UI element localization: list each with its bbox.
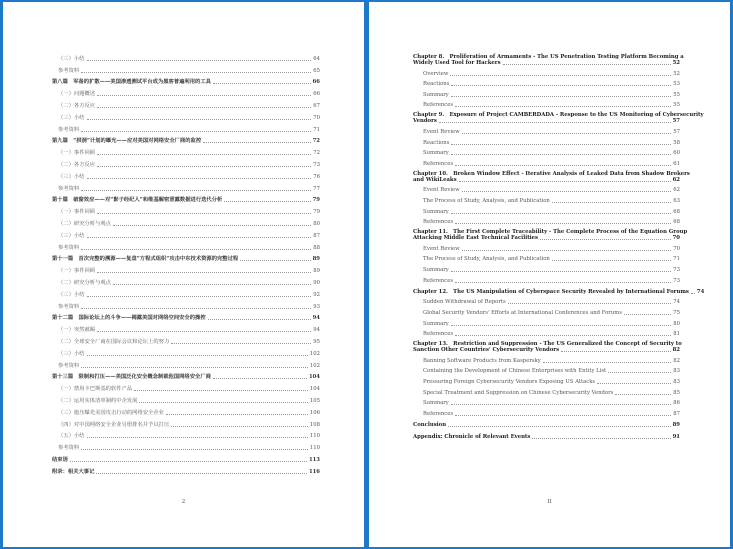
toc-entry-label: （一）突然被踢 bbox=[58, 327, 96, 334]
dot-leader bbox=[70, 461, 307, 462]
page-folio-left: 2 bbox=[181, 499, 186, 505]
dot-leader bbox=[166, 414, 308, 415]
toc-entry-page: 58 bbox=[673, 139, 680, 146]
toc-entry-page: 92 bbox=[313, 291, 320, 298]
dot-leader bbox=[624, 314, 671, 315]
toc-entry[interactable] bbox=[3, 428, 364, 440]
toc-entry-page: 87 bbox=[313, 232, 320, 239]
dot-leader bbox=[81, 367, 308, 368]
dot-leader bbox=[171, 426, 308, 427]
toc-entry-label: Summary bbox=[423, 150, 449, 157]
toc-entry-page: 68 bbox=[673, 219, 680, 226]
dot-leader bbox=[455, 223, 671, 224]
toc-entry[interactable] bbox=[3, 85, 364, 97]
toc-entry[interactable] bbox=[369, 252, 730, 263]
page-left bbox=[3, 2, 364, 547]
toc-entry-label: Chapter 13. Restriction and Suppression - The US Generalized the Concept of Security to bbox=[413, 341, 682, 348]
dot-leader bbox=[97, 272, 311, 273]
dot-leader bbox=[439, 122, 671, 123]
toc-entry[interactable] bbox=[3, 203, 364, 215]
toc-entry-page: 104 bbox=[309, 386, 320, 393]
dot-leader bbox=[451, 213, 671, 214]
toc-entry-label: 参考资料 bbox=[58, 445, 80, 452]
dot-leader bbox=[97, 107, 311, 108]
toc-entry[interactable] bbox=[369, 183, 730, 194]
toc-entry-page: 68 bbox=[673, 208, 680, 215]
dot-leader bbox=[203, 142, 311, 143]
toc-left bbox=[3, 50, 364, 475]
dot-leader bbox=[552, 260, 671, 261]
dot-leader bbox=[508, 303, 672, 304]
toc-entry-page: 76 bbox=[313, 173, 320, 180]
toc-entry[interactable] bbox=[3, 380, 364, 392]
dot-leader bbox=[448, 426, 671, 427]
toc-entry-label: （一）事件回顾 bbox=[58, 150, 96, 157]
toc-entry-label: Summary bbox=[423, 91, 449, 98]
toc-entry[interactable] bbox=[369, 262, 730, 273]
toc-entry-label: 第十一篇 首次完整的溯源——复盘“方程式组织”攻击中东技术资源的完整过程 bbox=[52, 256, 239, 263]
toc-entry-label: References bbox=[423, 277, 454, 284]
toc-entry[interactable] bbox=[369, 273, 730, 284]
toc-entry[interactable] bbox=[369, 305, 730, 316]
toc-entry-label: （一）事件回顾 bbox=[58, 268, 96, 275]
toc-entry[interactable] bbox=[369, 284, 730, 295]
toc-entry-page: 70 bbox=[672, 235, 680, 242]
toc-entry-page: 70 bbox=[313, 114, 320, 121]
toc-entry[interactable] bbox=[3, 156, 364, 168]
toc-entry-label: 第十篇 破窗效应——对“影子经纪人”和维基解密泄露数据进行迭代分析 bbox=[52, 197, 223, 204]
dot-leader bbox=[81, 72, 311, 73]
toc-entry[interactable] bbox=[3, 144, 364, 156]
dot-leader bbox=[139, 402, 307, 403]
toc-entry-page: 113 bbox=[308, 456, 320, 463]
toc-entry[interactable] bbox=[3, 239, 364, 251]
toc-entry[interactable] bbox=[369, 98, 730, 109]
toc-entry[interactable] bbox=[369, 87, 730, 98]
dot-leader bbox=[455, 282, 671, 283]
toc-entry-label: Chapter 12. The US Manipulation of Cyberspace Security Revealed by International Forums bbox=[413, 288, 689, 295]
toc-entry[interactable] bbox=[3, 251, 364, 263]
dot-leader bbox=[213, 378, 307, 379]
toc-entry-label: 第十二篇 国际论坛上的斗争——揭露美国对网络空间安全的操控 bbox=[52, 315, 206, 322]
toc-entry[interactable] bbox=[3, 97, 364, 109]
dot-leader bbox=[608, 372, 671, 373]
toc-entry-label: （二）各方反应 bbox=[58, 102, 96, 109]
toc-entry[interactable] bbox=[369, 167, 730, 183]
toc-entry-page: 52 bbox=[673, 70, 680, 77]
toc-entry-label: 第九篇 “拱洞”计划的曝光——应对美国对网络安全厂商的监控 bbox=[52, 138, 202, 145]
toc-entry[interactable] bbox=[3, 50, 364, 62]
toc-entry[interactable] bbox=[369, 241, 730, 252]
dot-leader bbox=[240, 260, 310, 261]
dot-leader bbox=[81, 131, 311, 132]
toc-entry-label: Special Treatment and Suppression on Chinese Cybersecurity Vendors bbox=[423, 389, 614, 396]
toc-entry[interactable] bbox=[369, 156, 730, 167]
toc-entry-page: 55 bbox=[673, 102, 680, 109]
page-right bbox=[369, 2, 730, 547]
toc-entry-label-cont: Sanction Other Countries' Cybersecurity Vendors bbox=[413, 347, 560, 354]
dot-leader bbox=[691, 293, 695, 294]
toc-entry-label-cont: Vendors bbox=[413, 118, 437, 125]
toc-entry-page: 110 bbox=[309, 445, 320, 452]
toc-entry-page: 102 bbox=[309, 350, 320, 357]
toc-entry[interactable] bbox=[369, 396, 730, 407]
toc-entry[interactable] bbox=[3, 463, 364, 475]
dot-leader bbox=[87, 237, 312, 238]
dot-leader bbox=[561, 351, 671, 352]
toc-entry-page: 74 bbox=[696, 288, 705, 295]
toc-entry-label: （一）事件回顾 bbox=[58, 209, 96, 216]
toc-entry-label: Event Review bbox=[423, 245, 460, 252]
toc-entry-label: Containing the Development of Chinese Enterprises with Entity List bbox=[423, 368, 607, 375]
toc-entry-label: References bbox=[423, 102, 454, 109]
toc-entry-page: 82 bbox=[673, 357, 680, 364]
toc-entry-page: 110 bbox=[309, 433, 320, 440]
toc-entry-page: 83 bbox=[673, 368, 680, 375]
toc-entry-page: 83 bbox=[673, 379, 680, 386]
dot-leader bbox=[96, 473, 307, 474]
dot-leader bbox=[213, 83, 311, 84]
toc-entry[interactable] bbox=[369, 385, 730, 396]
toc-entry-page: 52 bbox=[672, 60, 680, 66]
dot-leader bbox=[81, 449, 308, 450]
dot-leader bbox=[451, 85, 671, 86]
toc-entry-page: 94 bbox=[312, 315, 320, 322]
dot-leader bbox=[81, 308, 311, 309]
toc-entry-label: Summary bbox=[423, 400, 449, 407]
toc-entry-label: Pressuring Foreign Cybersecurity Vendors Exposing US Attacks bbox=[423, 379, 596, 386]
toc-entry[interactable] bbox=[3, 109, 364, 121]
toc-entry[interactable] bbox=[369, 327, 730, 338]
toc-entry[interactable] bbox=[3, 215, 364, 227]
toc-entry-page: 74 bbox=[673, 299, 680, 306]
toc-entry-label: Event Review bbox=[423, 187, 460, 194]
toc-entry-page: 67 bbox=[313, 102, 320, 109]
toc-entry-label: （三）小结 bbox=[58, 55, 85, 62]
toc-entry-label: Overview bbox=[423, 70, 449, 77]
dot-leader bbox=[208, 319, 311, 320]
toc-entry[interactable] bbox=[3, 392, 364, 404]
toc-entry[interactable] bbox=[369, 417, 730, 428]
dot-leader bbox=[134, 390, 308, 391]
toc-entry[interactable] bbox=[3, 192, 364, 204]
toc-entry[interactable] bbox=[369, 66, 730, 77]
toc-entry[interactable] bbox=[369, 225, 730, 241]
toc-entry-label: 第八篇 军备的扩散——美国渗透测试平台成为黑客普遍利用的工具 bbox=[52, 79, 211, 86]
toc-entry-page: 77 bbox=[313, 185, 320, 192]
toc-entry[interactable] bbox=[369, 353, 730, 364]
toc-entry-page: 80 bbox=[673, 320, 680, 327]
toc-entry-label: The Process of Study, Analysis, and Publication bbox=[423, 197, 550, 204]
toc-entry[interactable] bbox=[3, 121, 364, 133]
toc-entry-page: 53 bbox=[673, 81, 680, 88]
toc-entry[interactable] bbox=[3, 404, 364, 416]
toc-entry-label-cont: and WikiLeaks bbox=[413, 176, 457, 183]
toc-entry-label: （二）各方反应 bbox=[58, 161, 96, 168]
dot-leader bbox=[97, 166, 311, 167]
toc-entry[interactable] bbox=[369, 50, 730, 66]
toc-entry-label: （三）小结 bbox=[58, 291, 85, 298]
toc-entry-page: 72 bbox=[313, 150, 320, 157]
toc-entry-label: （三）施压曝光美国攻击行动的网络安全企业 bbox=[58, 409, 164, 416]
toc-entry-page: 73 bbox=[673, 277, 680, 284]
dot-leader bbox=[503, 64, 671, 65]
toc-entry-label: Chapter 11. The First Complete Traceability - The Complete Process of the Equation Group bbox=[413, 229, 688, 236]
toc-entry[interactable] bbox=[3, 274, 364, 286]
toc-entry[interactable] bbox=[3, 345, 364, 357]
toc-entry-page: 73 bbox=[673, 266, 680, 273]
toc-entry-label: 参考资料 bbox=[58, 362, 80, 369]
toc-entry-label: Chapter 9. Exposure of Project CAMBERDADA - Response to the US Monitoring of Cybersecurity bbox=[413, 112, 704, 119]
dot-leader bbox=[597, 383, 671, 384]
toc-entry-page: 72 bbox=[312, 138, 320, 145]
toc-entry-page: 79 bbox=[312, 197, 320, 204]
toc-entry-page: 64 bbox=[313, 55, 320, 62]
toc-entry[interactable] bbox=[369, 406, 730, 417]
toc-entry-label: 结束语 bbox=[52, 456, 68, 463]
toc-entry[interactable] bbox=[3, 168, 364, 180]
toc-entry-page: 70 bbox=[673, 245, 680, 252]
toc-entry[interactable] bbox=[3, 227, 364, 239]
toc-entry-label: 第十三篇 限制和打压——美国泛化安全概念制裁他国网络安全厂商 bbox=[52, 374, 211, 381]
toc-entry-page: 93 bbox=[313, 303, 320, 310]
toc-entry-page: 65 bbox=[313, 67, 320, 74]
toc-entry-page: 91 bbox=[672, 433, 680, 440]
toc-entry-label: The Process of Study, Analysis, and Publication bbox=[423, 256, 550, 263]
toc-entry-page: 75 bbox=[673, 310, 680, 317]
toc-entry-page: 106 bbox=[309, 409, 320, 416]
toc-entry-label: Conclusion bbox=[413, 422, 447, 429]
toc-entry-page: 57 bbox=[673, 128, 680, 135]
toc-entry-page: 94 bbox=[313, 327, 320, 334]
toc-entry-label: Summary bbox=[423, 320, 449, 327]
toc-entry-page: 66 bbox=[313, 91, 320, 98]
toc-entry-label: 参考资料 bbox=[58, 303, 80, 310]
toc-entry[interactable] bbox=[369, 295, 730, 306]
toc-entry[interactable] bbox=[369, 204, 730, 215]
toc-entry[interactable] bbox=[3, 286, 364, 298]
toc-entry-label: Reactions bbox=[423, 81, 450, 88]
dot-leader bbox=[87, 60, 312, 61]
toc-entry-label: 附录：相关大事记 bbox=[52, 468, 95, 475]
toc-entry-label: Reactions bbox=[423, 139, 450, 146]
toc-entry[interactable] bbox=[3, 357, 364, 369]
dot-leader bbox=[87, 355, 308, 356]
toc-entry-label: Banning Software Products from Kaspersky bbox=[423, 357, 541, 364]
toc-entry[interactable] bbox=[3, 310, 364, 322]
dot-leader bbox=[462, 250, 672, 251]
toc-entry-label: 参考资料 bbox=[58, 67, 80, 74]
toc-entry-label: （一）问题概述 bbox=[58, 91, 96, 98]
toc-entry[interactable] bbox=[369, 77, 730, 88]
dot-leader bbox=[455, 165, 671, 166]
toc-entry-page: 104 bbox=[308, 374, 320, 381]
toc-entry-page: 66 bbox=[312, 79, 320, 86]
toc-entry-page: 90 bbox=[313, 279, 320, 286]
toc-entry-label: （五）小结 bbox=[58, 433, 85, 440]
toc-entry-page: 62 bbox=[673, 187, 680, 194]
toc-entry-label: Global Security Vendors' Efforts at International Conferences and Forums bbox=[423, 310, 622, 317]
dot-leader bbox=[451, 404, 671, 405]
toc-entry[interactable] bbox=[369, 146, 730, 157]
page-folio-right: II bbox=[547, 499, 552, 505]
dot-leader bbox=[97, 213, 311, 214]
toc-entry-label: （一）禁用卡巴斯基的软件产品 bbox=[58, 386, 133, 393]
dot-leader bbox=[450, 75, 671, 76]
toc-entry-page: 116 bbox=[308, 468, 320, 475]
toc-entry-label: References bbox=[423, 410, 454, 417]
dot-leader bbox=[451, 154, 671, 155]
toc-entry[interactable] bbox=[3, 416, 364, 428]
toc-entry-label: References bbox=[423, 219, 454, 226]
dot-leader bbox=[615, 394, 671, 395]
toc-entry-label: Summary bbox=[423, 208, 449, 215]
toc-entry[interactable] bbox=[3, 298, 364, 310]
toc-right bbox=[369, 50, 730, 440]
toc-entry-page: 108 bbox=[309, 421, 320, 428]
toc-entry-page: 89 bbox=[672, 422, 680, 429]
toc-entry[interactable] bbox=[3, 133, 364, 145]
dot-leader bbox=[451, 271, 671, 272]
dot-leader bbox=[97, 331, 311, 332]
toc-entry[interactable] bbox=[3, 321, 364, 333]
dot-leader bbox=[455, 335, 671, 336]
toc-entry[interactable] bbox=[3, 262, 364, 274]
toc-entry[interactable] bbox=[3, 180, 364, 192]
dot-leader bbox=[87, 296, 312, 297]
toc-entry-page: 89 bbox=[313, 268, 320, 275]
toc-entry-label: （二）研究分析与观点 bbox=[58, 220, 111, 227]
dot-leader bbox=[552, 202, 671, 203]
dot-leader bbox=[171, 343, 311, 344]
toc-entry-page: 105 bbox=[309, 397, 320, 404]
dot-leader bbox=[87, 437, 308, 438]
dot-leader bbox=[87, 178, 312, 179]
toc-entry[interactable] bbox=[369, 193, 730, 204]
toc-entry-page: 63 bbox=[673, 197, 680, 204]
toc-entry[interactable] bbox=[369, 135, 730, 146]
toc-entry[interactable] bbox=[3, 74, 364, 86]
toc-entry[interactable] bbox=[3, 451, 364, 463]
toc-entry[interactable] bbox=[369, 124, 730, 135]
toc-entry-label: （二）运用实体清单制约中企发展 bbox=[58, 397, 138, 404]
toc-entry-page: 71 bbox=[673, 256, 680, 263]
toc-entry-page: 57 bbox=[672, 118, 680, 125]
toc-entry[interactable] bbox=[369, 316, 730, 327]
dot-leader bbox=[451, 96, 671, 97]
toc-entry-page: 61 bbox=[673, 160, 680, 167]
toc-entry-label: References bbox=[423, 160, 454, 167]
toc-entry-page: 55 bbox=[673, 91, 680, 98]
toc-entry-page: 71 bbox=[313, 126, 320, 133]
toc-entry-label: Appendix: Chronicle of Relevant Events bbox=[413, 433, 531, 440]
dot-leader bbox=[540, 239, 671, 240]
dot-leader bbox=[451, 144, 671, 145]
toc-entry-label: （三）小结 bbox=[58, 232, 85, 239]
dot-leader bbox=[451, 325, 671, 326]
dot-leader bbox=[81, 190, 311, 191]
toc-entry-label-cont: Widely Used Tool for Hackers bbox=[413, 60, 501, 66]
toc-entry-page: 102 bbox=[309, 362, 320, 369]
toc-entry-label: （三）小结 bbox=[58, 350, 85, 357]
toc-entry-label: （三）小结 bbox=[58, 173, 85, 180]
toc-entry-page: 82 bbox=[672, 347, 680, 354]
toc-entry-label: References bbox=[423, 331, 454, 338]
toc-entry-label: （二）研究分析与观点 bbox=[58, 279, 111, 286]
toc-entry[interactable] bbox=[3, 439, 364, 451]
toc-entry[interactable] bbox=[369, 364, 730, 375]
dot-leader bbox=[543, 362, 671, 363]
toc-entry-label: Sudden Withdrawal of Reports bbox=[423, 299, 506, 306]
toc-entry-page: 95 bbox=[313, 338, 320, 345]
toc-entry-page: 79 bbox=[313, 209, 320, 216]
dot-leader bbox=[462, 133, 672, 134]
toc-entry-label: Chapter 10. Broken Window Effect - Iterative Analysis of Leaked Data from Shadow Brokers bbox=[413, 170, 690, 177]
dot-leader bbox=[532, 438, 670, 439]
toc-entry[interactable] bbox=[3, 333, 364, 345]
dot-leader bbox=[462, 191, 672, 192]
dot-leader bbox=[97, 95, 311, 96]
toc-entry-page: 80 bbox=[313, 220, 320, 227]
dot-leader bbox=[113, 225, 311, 226]
toc-entry[interactable] bbox=[369, 428, 730, 439]
toc-entry-page: 86 bbox=[673, 400, 680, 407]
toc-entry-label: （二）全球安全厂商在国际会议和论坛上的努力 bbox=[58, 338, 170, 345]
toc-entry-label-cont: Attacking Middle East Technical Facilities bbox=[413, 235, 539, 242]
dot-leader bbox=[113, 284, 311, 285]
toc-entry-page: 87 bbox=[673, 410, 680, 417]
dot-leader bbox=[455, 106, 671, 107]
toc-entry-page: 73 bbox=[313, 161, 320, 168]
toc-entry-label: Chapter 8. Proliferation of Armaments - The US Penetration Testing Platform Becoming a bbox=[413, 54, 684, 60]
toc-entry-label: 参考资料 bbox=[58, 185, 80, 192]
toc-entry-label: Event Review bbox=[423, 128, 460, 135]
toc-entry-label: （四）对中国网络安全企业另册排名并予以打压 bbox=[58, 421, 170, 428]
toc-entry-page: 85 bbox=[673, 389, 680, 396]
toc-entry-label: 参考资料 bbox=[58, 244, 80, 251]
toc-entry-page: 89 bbox=[312, 256, 320, 263]
toc-entry[interactable] bbox=[3, 369, 364, 381]
dot-leader bbox=[459, 181, 671, 182]
toc-entry-page: 60 bbox=[673, 150, 680, 157]
dot-leader bbox=[455, 415, 671, 416]
toc-entry-page: 81 bbox=[673, 331, 680, 338]
toc-entry[interactable] bbox=[369, 108, 730, 124]
toc-entry-page: 88 bbox=[313, 244, 320, 251]
toc-entry[interactable] bbox=[369, 374, 730, 385]
dot-leader bbox=[87, 119, 312, 120]
toc-entry-label: 参考资料 bbox=[58, 126, 80, 133]
toc-entry[interactable] bbox=[3, 62, 364, 74]
dot-leader bbox=[81, 249, 311, 250]
toc-entry[interactable] bbox=[369, 215, 730, 226]
toc-entry-page: 62 bbox=[672, 176, 680, 183]
dot-leader bbox=[224, 201, 310, 202]
dot-leader bbox=[97, 154, 311, 155]
toc-entry[interactable] bbox=[369, 337, 730, 353]
toc-entry-label: Summary bbox=[423, 266, 449, 273]
toc-entry-label: （三）小结 bbox=[58, 114, 85, 121]
